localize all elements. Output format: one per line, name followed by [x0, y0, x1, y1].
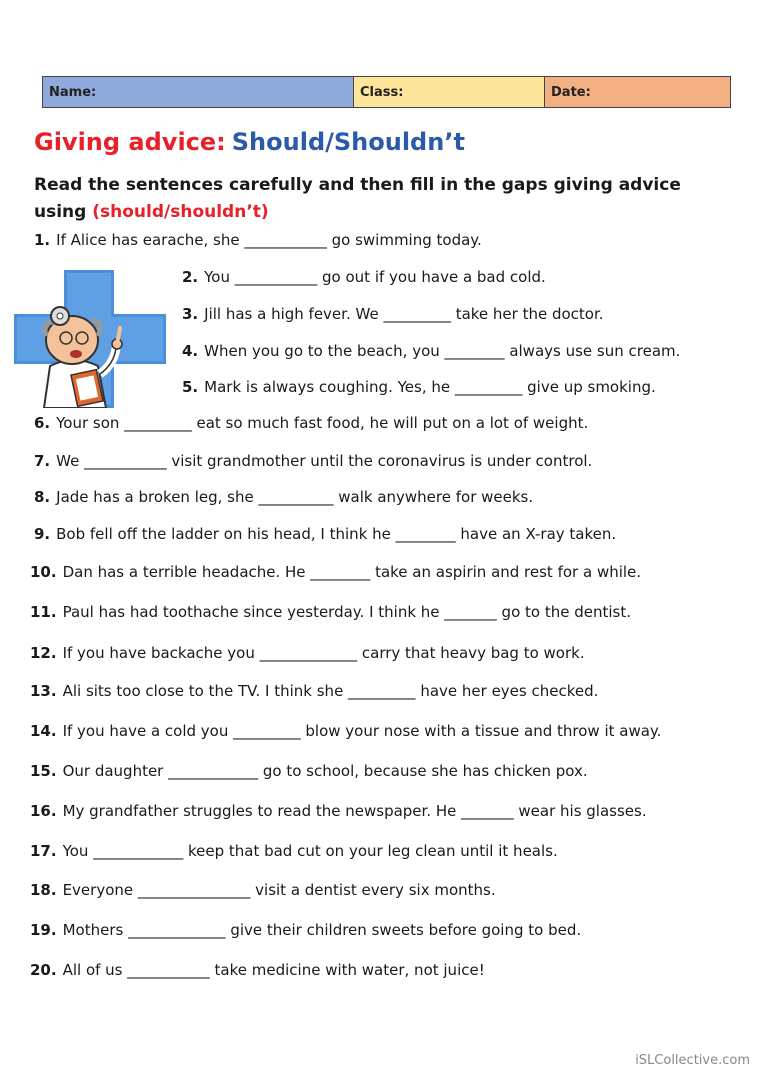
item-text: Mark is always coughing. Yes, he _________ give up smoking.: [204, 378, 656, 396]
list-item: [34, 452, 592, 470]
title-topic: Giving advice:: [34, 128, 226, 156]
item-text: We ___________ visit grandmother until the coronavirus is under control.: [56, 452, 593, 470]
list-item: [34, 414, 588, 432]
list-item: [30, 802, 647, 820]
instructions-text: Read the sentences carefully and then fill in the gaps giving advice using: [34, 175, 681, 222]
item-text: If you have backache you _____________ carry that heavy bag to work.: [62, 644, 585, 662]
site-watermark: iSLCollective.com: [635, 1053, 750, 1068]
list-item: [30, 921, 581, 939]
list-item: [30, 644, 585, 662]
item-text: Our daughter ____________ go to school, because she has chicken pox.: [62, 762, 588, 780]
item-number: 9.: [34, 525, 51, 543]
list-item: [182, 268, 546, 286]
item-text: If you have a cold you _________ blow your nose with a tissue and throw it away.: [62, 722, 662, 740]
item-number: 2.: [182, 268, 199, 286]
list-item: [30, 961, 485, 979]
item-number: 20.: [30, 961, 57, 979]
item-number: 1.: [34, 231, 51, 249]
list-item: [182, 378, 656, 396]
item-number: 3.: [182, 305, 199, 323]
list-item: [30, 762, 588, 780]
date-field[interactable]: Date:: [545, 77, 730, 107]
list-item: [182, 342, 680, 360]
list-item: [30, 881, 496, 899]
title-grammar: Should/Shouldn’t: [231, 128, 465, 156]
item-text: Dan has a terrible headache. He ________ take an aspirin and rest for a while.: [62, 563, 642, 581]
list-item: [34, 231, 482, 249]
item-number: 11.: [30, 603, 57, 621]
item-text: Ali sits too close to the TV. I think she _________ have her eyes checked.: [62, 682, 599, 700]
doctor-medical-cross-icon: [14, 270, 166, 408]
class-field[interactable]: Class:: [354, 77, 545, 107]
item-number: 15.: [30, 762, 57, 780]
list-item: [30, 563, 641, 581]
item-text: Jill has a high fever. We _________ take her the doctor.: [204, 305, 604, 323]
item-number: 8.: [34, 488, 51, 506]
item-text: Jade has a broken leg, she __________ walk anywhere for weeks.: [56, 488, 534, 506]
item-number: 17.: [30, 842, 57, 860]
item-number: 5.: [182, 378, 199, 396]
list-item: [34, 488, 533, 506]
list-item: [182, 305, 604, 323]
item-text: Paul has had toothache since yesterday. I think he _______ go to the dentist.: [62, 603, 632, 621]
item-text: You ____________ keep that bad cut on your leg clean until it heals.: [62, 842, 558, 860]
item-number: 19.: [30, 921, 57, 939]
student-info-header: [42, 76, 731, 108]
item-text: My grandfather struggles to read the newspaper. He _______ wear his glasses.: [62, 802, 647, 820]
item-number: 6.: [34, 414, 51, 432]
item-text: When you go to the beach, you ________ always use sun cream.: [204, 342, 681, 360]
item-number: 7.: [34, 452, 51, 470]
item-number: 14.: [30, 722, 57, 740]
instructions: [34, 172, 734, 226]
item-number: 10.: [30, 563, 57, 581]
item-text: Everyone _______________ visit a dentist every six months.: [62, 881, 496, 899]
instructions-highlight: (should/shouldn’t): [92, 202, 269, 222]
item-number: 12.: [30, 644, 57, 662]
item-text: If Alice has earache, she ___________ go swimming today.: [56, 231, 482, 249]
item-text: Mothers _____________ give their children sweets before going to bed.: [62, 921, 582, 939]
list-item: [30, 722, 661, 740]
item-number: 13.: [30, 682, 57, 700]
list-item: [34, 525, 616, 543]
item-number: 16.: [30, 802, 57, 820]
item-text: You ___________ go out if you have a bad cold.: [204, 268, 546, 286]
list-item: [30, 603, 631, 621]
item-text: Your son _________ eat so much fast food, he will put on a lot of weight.: [56, 414, 589, 432]
item-number: 18.: [30, 881, 57, 899]
list-item: [30, 682, 598, 700]
item-text: Bob fell off the ladder on his head, I think he ________ have an X-ray taken.: [56, 525, 617, 543]
item-text: All of us ___________ take medicine with water, not juice!: [62, 961, 485, 979]
worksheet-title: [34, 128, 465, 156]
list-item: [30, 842, 558, 860]
item-number: 4.: [182, 342, 199, 360]
name-field[interactable]: Name:: [43, 77, 354, 107]
